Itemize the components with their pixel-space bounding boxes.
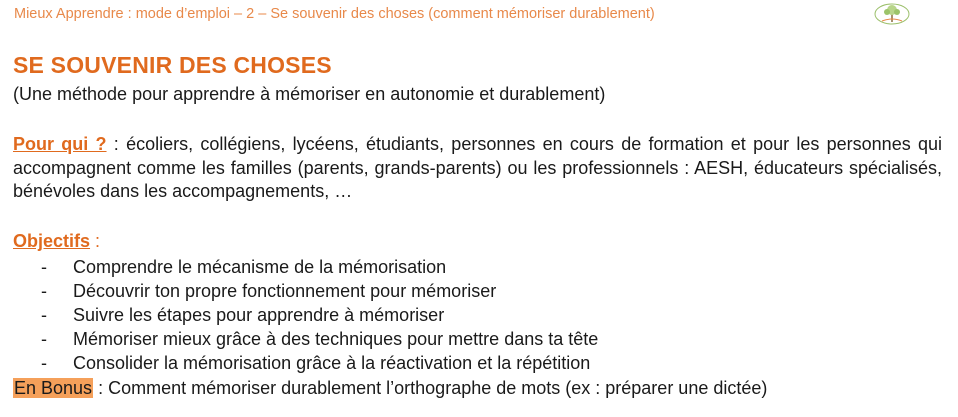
bonus-label: En Bonus	[14, 378, 93, 398]
objectives-heading	[13, 231, 100, 252]
list-item	[13, 279, 598, 303]
list-item	[13, 351, 598, 375]
for-who-text: : écoliers, collégiens, lycéens, étudiants, personnes en cours de formation et pour les personnes qui accompagnent comme les familles (parents, grands-parents) ou les professionnels : AESH, éducateurs spécialisés, bénévoles dans les accompagnements, …	[13, 134, 942, 201]
list-item	[13, 255, 598, 279]
list-item	[13, 327, 598, 351]
list-item	[13, 303, 598, 327]
bullet-dash: -	[41, 329, 47, 349]
bullet-dash: -	[41, 353, 47, 373]
bullet-dash: -	[41, 281, 47, 301]
objective-text: Découvrir ton propre fonctionnement pour mémoriser	[73, 281, 497, 301]
objective-text: Consolider la mémorisation grâce à la réactivation et la répétition	[73, 353, 591, 373]
bonus-text: : Comment mémoriser durablement l’orthographe de mots (ex : préparer une dictée)	[93, 378, 768, 398]
bullet-dash: -	[41, 257, 47, 277]
objectives-list	[13, 255, 598, 375]
page-title: SE SOUVENIR DES CHOSES	[13, 52, 332, 78]
objective-text: Suivre les étapes pour apprendre à mémoriser	[73, 305, 445, 325]
objectives-colon: :	[90, 231, 101, 251]
bonus-line	[13, 378, 767, 399]
for-who-label: Pour qui ?	[13, 134, 107, 154]
objectives-label: Objectifs	[13, 231, 91, 251]
objective-text: Mémoriser mieux grâce à des techniques pour mettre dans ta tête	[73, 329, 599, 349]
tree-logo-icon	[872, 2, 912, 26]
bullet-dash: -	[41, 305, 47, 325]
document-header: Mieux Apprendre : mode d’emploi – 2 – Se souvenir des choses (comment mémoriser durablement)	[14, 6, 655, 22]
page-subtitle: (Une méthode pour apprendre à mémoriser en autonomie et durablement)	[13, 84, 606, 104]
objective-text: Comprendre le mécanisme de la mémorisation	[73, 257, 447, 277]
for-who-paragraph	[13, 133, 942, 204]
